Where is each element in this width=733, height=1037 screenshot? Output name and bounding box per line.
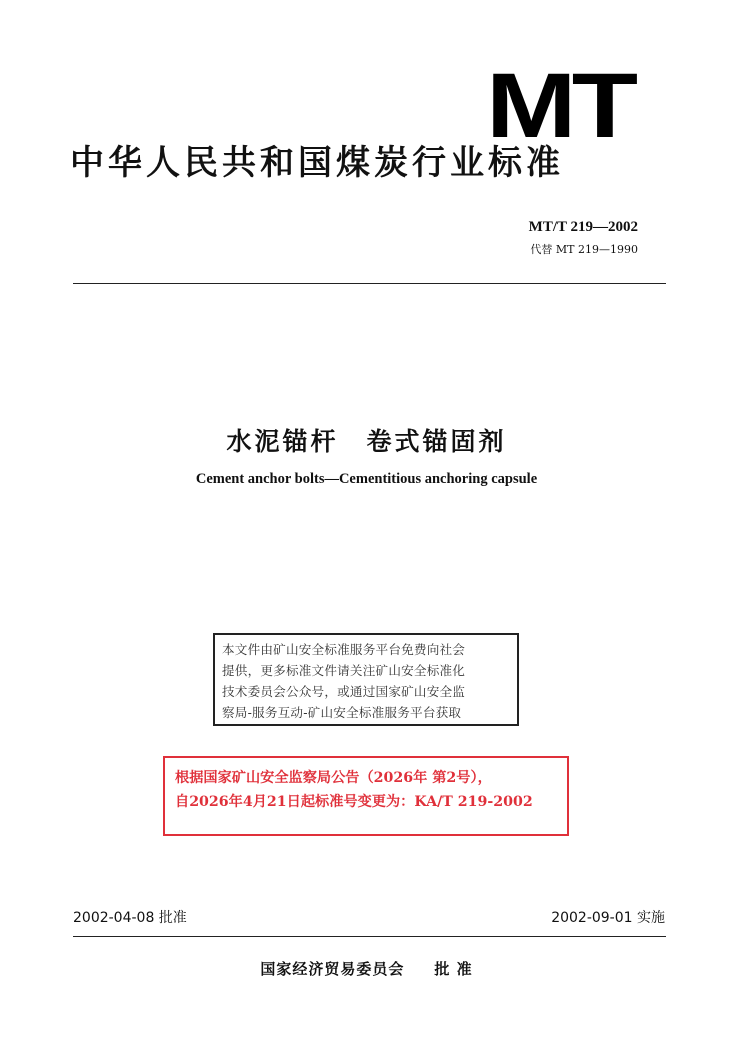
notice-line: 察局-服务互动-矿山安全标准服务平台获取 <box>222 705 462 720</box>
code-change-notice <box>163 756 569 836</box>
issue-date: 2002-04-08 批准 <box>73 910 187 926</box>
change-line: 自2026年4月21日起标准号变更为：KA/T 219-2002 <box>175 794 533 810</box>
notice-line: 本文件由矿山安全标准服务平台免费向社会 <box>222 642 466 657</box>
issuer-name: 国家经济贸易委员会 <box>260 960 405 978</box>
implement-date: 2002-09-01 实施 <box>551 910 665 926</box>
org-title: 中华人民共和国煤炭行业标准 <box>70 143 564 183</box>
notice-box <box>213 633 519 726</box>
mt-logo: MT <box>486 55 634 157</box>
title-english: Cement anchor bolts—Cementitious anchoring capsule <box>195 471 538 487</box>
issuer-line <box>0 958 733 979</box>
notice-line: 技术委员会公众号，或通过国家矿山安全监 <box>222 684 466 699</box>
issuer-action: 批 准 <box>434 960 473 978</box>
title-chinese: 水泥锚杆 卷式锚固剂 <box>226 427 507 456</box>
replaces-note: 代替 MT 219—1990 <box>530 243 638 256</box>
change-line: 根据国家矿山安全监察局公告（2026年 第2号）， <box>175 770 492 786</box>
top-divider <box>73 283 666 284</box>
standard-code: MT/T 219—2002 <box>528 219 638 235</box>
bottom-divider <box>73 936 666 937</box>
notice-line: 提供，更多标准文件请关注矿山安全标准化 <box>222 663 466 678</box>
